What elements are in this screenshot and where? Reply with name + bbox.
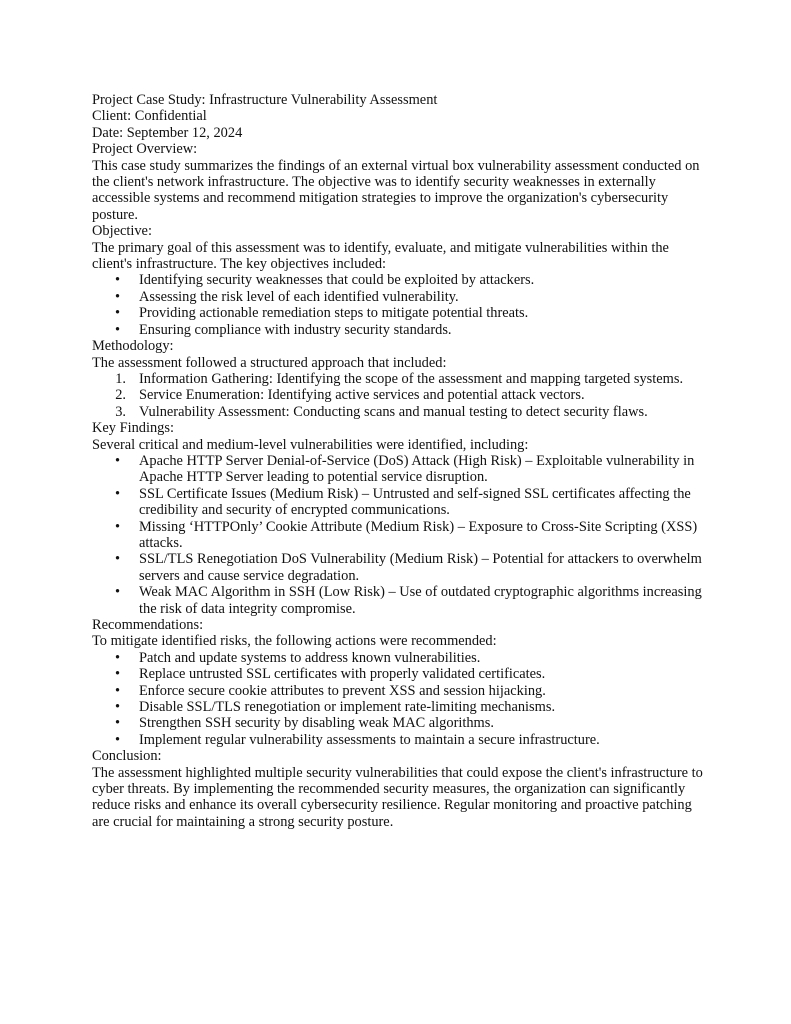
list-item [92, 699, 707, 715]
list-item-text: Vulnerability Assessment: Conducting scans and manual testing to detect security flaws. [139, 403, 648, 420]
findings-section [92, 420, 707, 617]
list-item [92, 371, 707, 387]
document-page [92, 92, 707, 830]
recommendations-heading: Recommendations: [92, 617, 204, 633]
methodology-section [92, 338, 707, 420]
list-item-text: Implement regular vulnerability assessments to maintain a secure infrastructure. [139, 731, 600, 748]
list-item-text: Weak MAC Algorithm in SSH (Low Risk) – Use of outdated cryptographic algorithms increasing the risk of data integrity compromise. [139, 584, 702, 617]
list-item [92, 404, 707, 420]
list-item-text: Disable SSL/TLS renegotiation or implement rate-limiting mechanisms. [139, 699, 556, 716]
list-item [92, 322, 707, 338]
list-item [92, 732, 707, 748]
list-item-text: Missing ‘HTTPOnly’ Cookie Attribute (Medium Risk) – Exposure to Cross-Site Scripting (XSS) attacks. [139, 518, 698, 551]
bullet-icon: • [115, 551, 121, 568]
conclusion-section [92, 748, 707, 830]
list-item [92, 387, 707, 403]
list-item-text: Strengthen SSH security by disabling weak MAC algorithms. [139, 715, 494, 732]
bullet-icon: • [115, 272, 121, 289]
conclusion-paragraph: The assessment highlighted multiple security vulnerabilities that could expose the client's infrastructure to cyber threats. By implementing the recommended security measures, the organization can significantly reduce risks and enhance its overall cybersecurity resilience. Regular monitoring and proactive patching are crucial for maintaining a strong security posture. [92, 764, 703, 830]
list-item-text: Apache HTTP Server Denial-of-Service (DoS) Attack (High Risk) – Exploitable vulnerability in Apache HTTP Server leading to potential service disruption. [139, 452, 695, 486]
list-number: 3. [115, 403, 126, 420]
list-item-text: Information Gathering: Identifying the scope of the assessment and mapping targeted systems. [139, 370, 684, 387]
list-item [92, 683, 707, 699]
findings-paragraph: Several critical and medium-level vulnerabilities were identified, including: [92, 436, 529, 453]
list-item [92, 666, 707, 682]
overview-heading: Project Overview: [92, 141, 198, 158]
bullet-icon: • [115, 649, 121, 666]
findings-list [92, 453, 707, 617]
methodology-heading: Methodology: [92, 338, 174, 355]
list-item-text: Assessing the risk level of each identified vulnerability. [139, 288, 459, 305]
list-item [92, 551, 707, 584]
list-item [92, 289, 707, 305]
overview-section [92, 141, 707, 223]
recommendations-paragraph: To mitigate identified risks, the following actions were recommended: [92, 633, 497, 650]
list-item [92, 650, 707, 666]
list-item [92, 453, 707, 486]
objective-paragraph: The primary goal of this assessment was to identify, evaluate, and mitigate vulnerabilities within the client's infrastructure. The key objectives included: [92, 239, 669, 273]
conclusion-heading: Conclusion: [92, 748, 162, 765]
bullet-icon: • [115, 584, 121, 601]
list-item-text: Enforce secure cookie attributes to prevent XSS and session hijacking. [139, 682, 546, 699]
bullet-icon: • [115, 321, 121, 338]
list-item-text: SSL/TLS Renegotiation DoS Vulnerability (Medium Risk) – Potential for attackers to overwhelm servers and cause service degradation. [139, 551, 702, 584]
bullet-icon: • [115, 485, 121, 502]
list-item [92, 305, 707, 321]
list-item-text: Service Enumeration: Identifying active services and potential attack vectors. [139, 387, 585, 404]
recommendations-list [92, 650, 707, 748]
objective-list [92, 272, 707, 338]
list-item [92, 486, 707, 519]
bullet-icon: • [115, 452, 121, 469]
client-line: Client: Confidential [92, 108, 207, 125]
list-item-text: SSL Certificate Issues (Medium Risk) – Untrusted and self-signed SSL certificates affecting the credibility and security of encrypted communications. [139, 485, 691, 519]
list-item [92, 715, 707, 731]
list-item-text: Identifying security weaknesses that could be exploited by attackers. [139, 272, 535, 289]
bullet-icon: • [115, 699, 121, 716]
overview-paragraph: This case study summarizes the findings of an external virtual box vulnerability assessment conducted on the client's network infrastructure. The objective was to identify security weaknesses in externally accessible systems and recommend mitigation strategies to improve the organization's cybersecurity posture. [92, 157, 700, 223]
bullet-icon: • [115, 715, 121, 732]
bullet-icon: • [115, 682, 121, 699]
recommendations-section [92, 617, 707, 748]
findings-heading: Key Findings: [92, 420, 174, 437]
methodology-list [92, 371, 707, 420]
document-title: Project Case Study: Infrastructure Vulnerability Assessment [92, 92, 438, 108]
list-item-text: Replace untrusted SSL certificates with properly validated certificates. [139, 666, 546, 683]
date-line: Date: September 12, 2024 [92, 124, 243, 141]
objective-section [92, 223, 707, 338]
bullet-icon: • [115, 518, 121, 535]
list-number: 2. [115, 387, 126, 404]
list-item-text: Ensuring compliance with industry security standards. [139, 321, 452, 338]
bullet-icon: • [115, 305, 121, 322]
list-item [92, 584, 707, 617]
bullet-icon: • [115, 288, 121, 305]
bullet-icon: • [115, 731, 121, 748]
list-item-text: Patch and update systems to address known vulnerabilities. [139, 649, 481, 666]
bullet-icon: • [115, 666, 121, 683]
list-item [92, 272, 707, 288]
list-item [92, 519, 707, 552]
list-number: 1. [115, 370, 126, 387]
objective-heading: Objective: [92, 223, 152, 240]
methodology-paragraph: The assessment followed a structured approach that included: [92, 354, 447, 371]
list-item-text: Providing actionable remediation steps to mitigate potential threats. [139, 305, 529, 322]
